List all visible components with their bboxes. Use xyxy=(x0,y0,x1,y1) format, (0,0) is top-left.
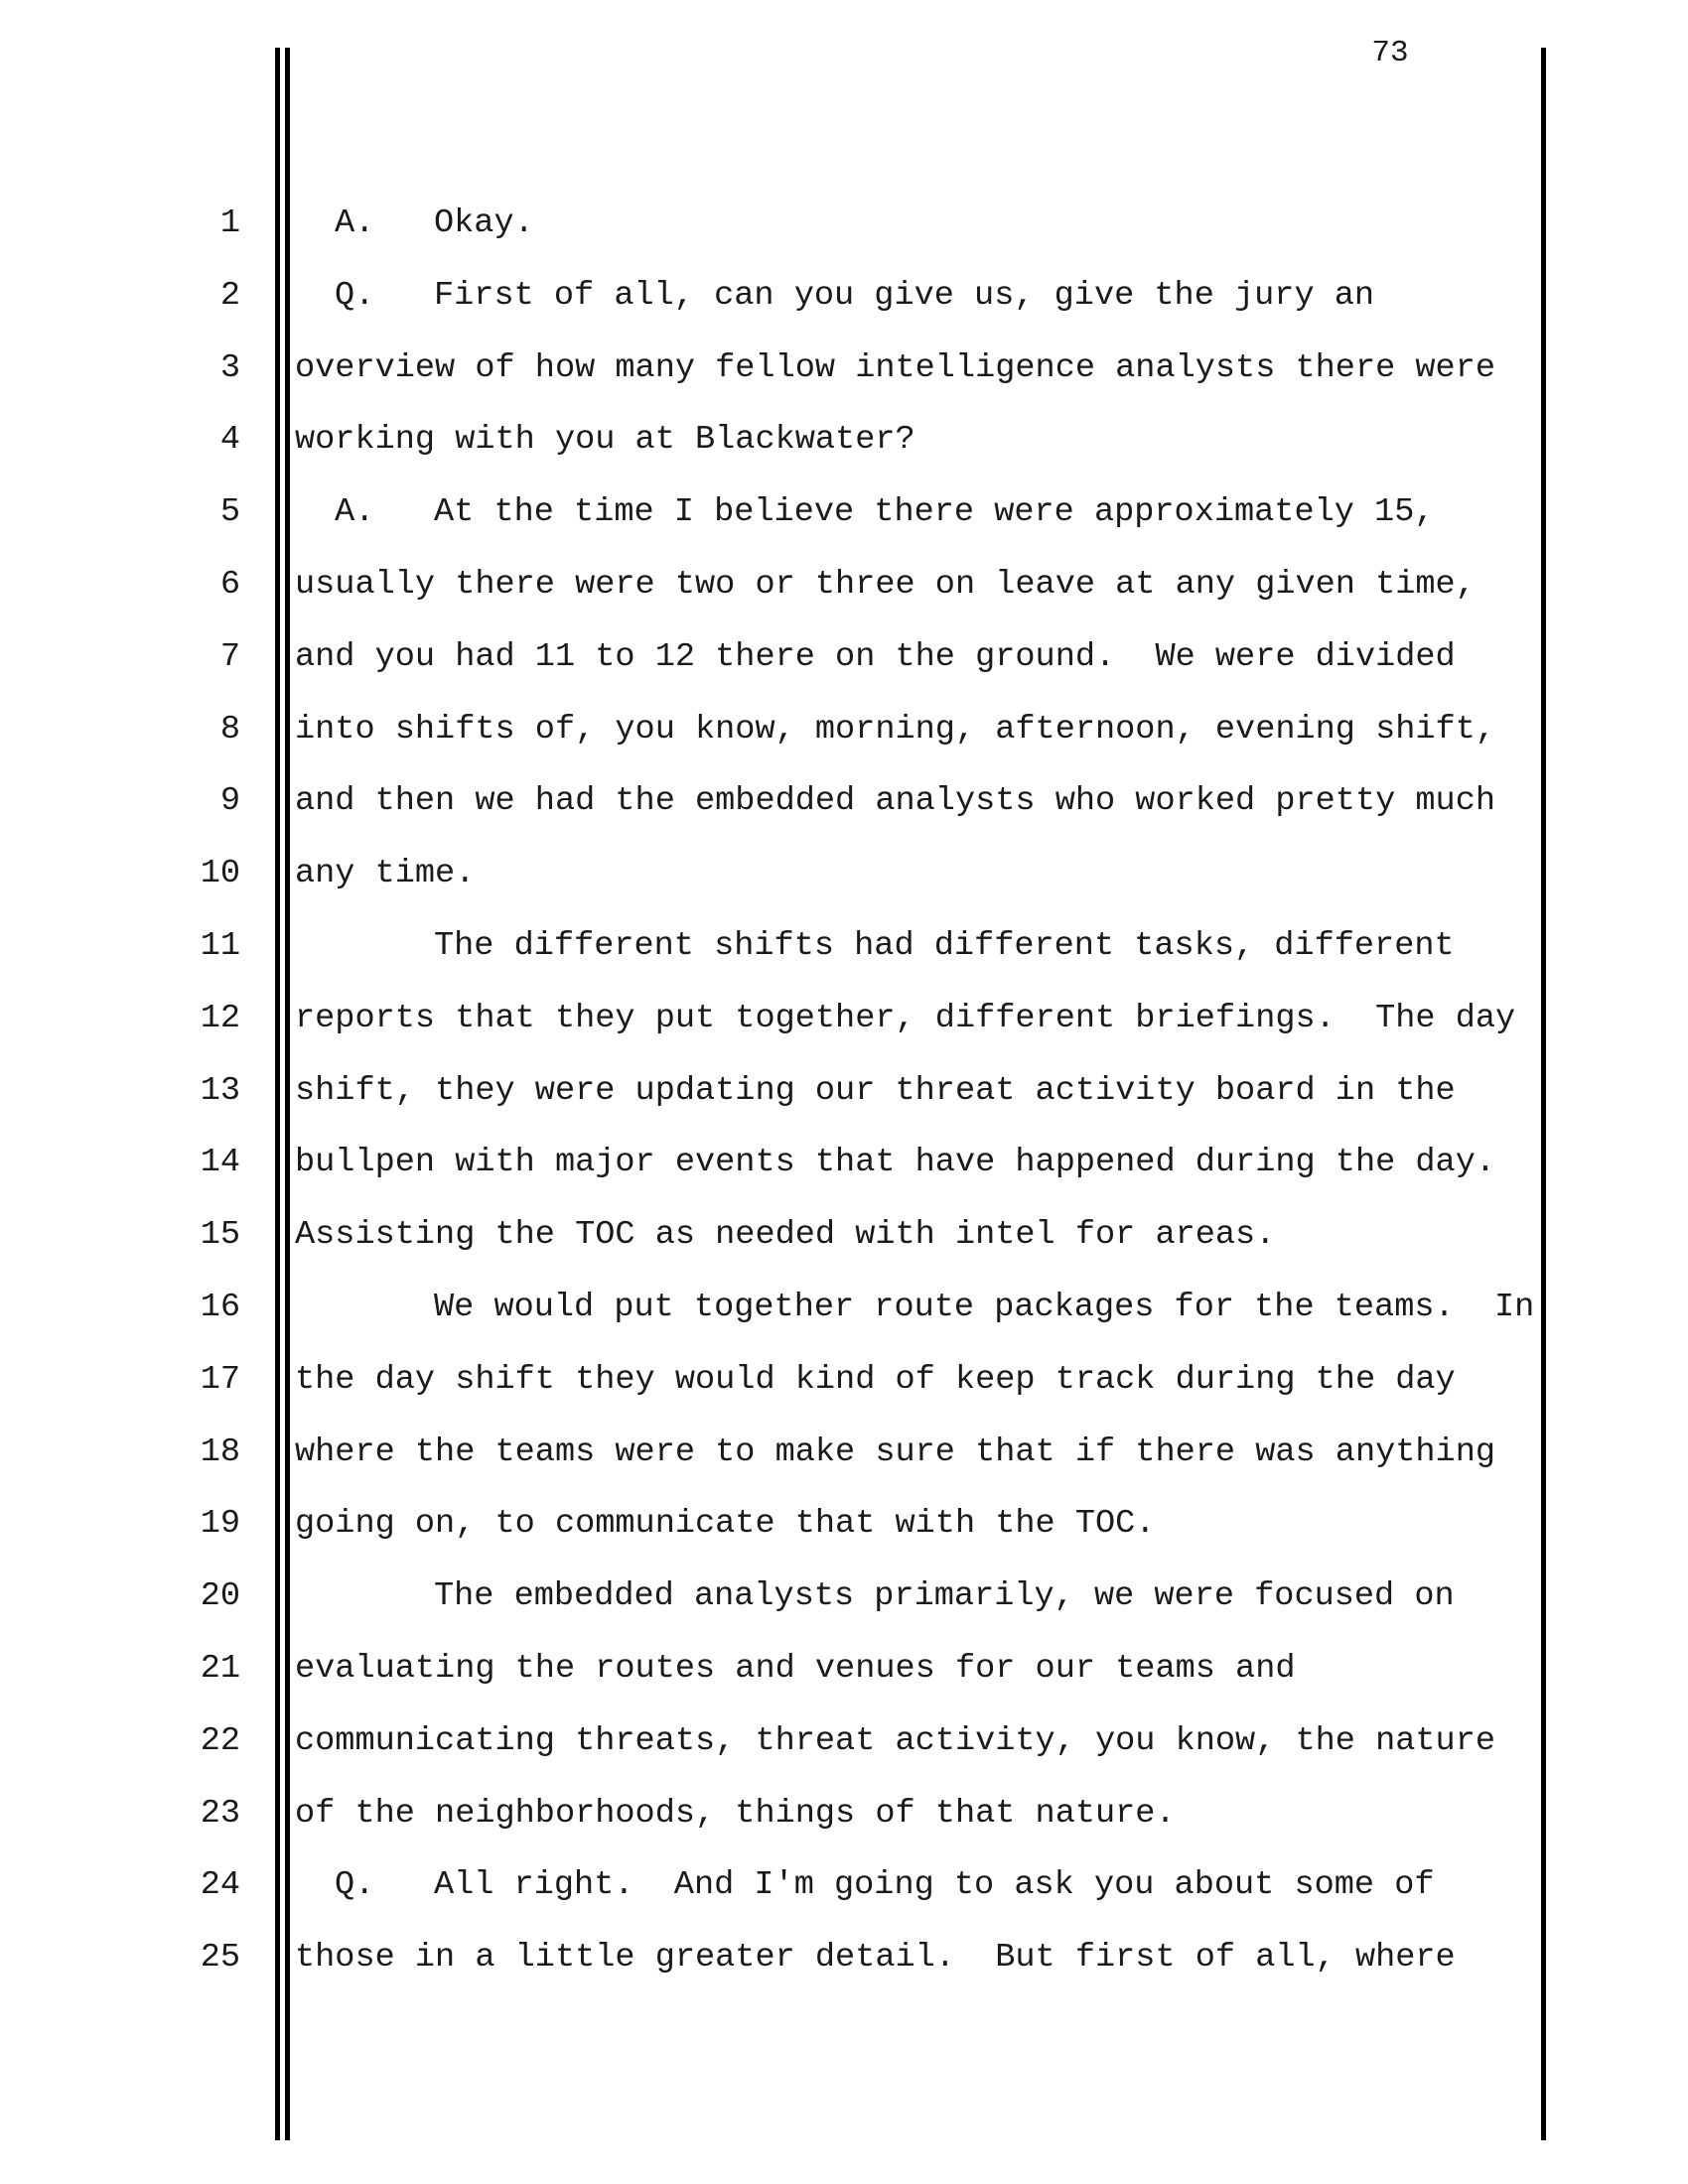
line-number: 7 xyxy=(219,637,240,676)
line-text xyxy=(295,837,475,910)
line-text xyxy=(295,1705,1495,1778)
testimony-text: working with you at Blackwater? xyxy=(295,421,915,460)
testimony-text: usually there were two or three on leave at any given time, xyxy=(295,566,1476,604)
testimony-text: The different shifts had different tasks, different xyxy=(434,927,1455,965)
line-text xyxy=(295,764,1495,838)
line-text xyxy=(295,1921,1456,1994)
testimony-text: shift, they were updating our threat activity board in the xyxy=(295,1071,1456,1110)
transcript-line xyxy=(0,1198,1688,1272)
line-number: 6 xyxy=(219,566,240,604)
line-text xyxy=(295,982,1515,1055)
line-text xyxy=(295,1126,1495,1199)
line-text xyxy=(295,1343,1456,1417)
testimony-text: First of all, can you give us, give the jury an xyxy=(434,276,1375,315)
line-text xyxy=(295,620,1456,694)
testimony-text: those in a little greater detail. But first of all, where xyxy=(295,1939,1456,1978)
transcript-line xyxy=(0,1777,1688,1850)
line-number: 1 xyxy=(219,205,240,242)
line-text xyxy=(295,1054,1456,1128)
line-text xyxy=(295,403,915,477)
testimony-text: and you had 11 to 12 there on the ground. We were divided xyxy=(295,637,1456,676)
line-text xyxy=(295,693,1495,766)
transcript-line xyxy=(0,1416,1688,1489)
transcript-line xyxy=(0,1126,1688,1199)
line-number: 15 xyxy=(200,1216,240,1255)
line-text xyxy=(295,1487,1155,1561)
testimony-text: overview of how many fellow intelligence analysts there were xyxy=(295,348,1496,387)
line-number: 13 xyxy=(200,1071,240,1110)
testimony-text: Okay. xyxy=(434,205,534,242)
transcript-line xyxy=(0,1921,1688,1994)
line-text xyxy=(295,187,534,260)
testimony-text: The embedded analysts primarily, we were focused on xyxy=(434,1577,1455,1616)
transcript-line xyxy=(0,259,1688,333)
line-number: 16 xyxy=(200,1289,240,1326)
testimony-text: of the neighborhoods, things of that nature. xyxy=(295,1794,1176,1833)
testimony-text: the day shift they would kind of keep track during the day xyxy=(295,1360,1456,1399)
speaker-label: A. xyxy=(335,493,375,532)
testimony-text: communicating threats, threat activity, you know, the nature xyxy=(295,1721,1496,1760)
testimony-text: any time. xyxy=(295,855,476,893)
line-number: 18 xyxy=(200,1433,240,1471)
line-text xyxy=(295,1777,1176,1850)
line-text xyxy=(295,1560,1455,1633)
testimony-text: reports that they put together, different briefings. The day xyxy=(295,999,1516,1037)
transcript-line xyxy=(0,1054,1688,1128)
line-number: 19 xyxy=(200,1505,240,1544)
line-number: 20 xyxy=(200,1577,240,1616)
line-number: 5 xyxy=(219,493,240,532)
line-number: 23 xyxy=(200,1794,240,1833)
line-text xyxy=(295,1848,1435,1922)
transcript-line xyxy=(0,548,1688,621)
testimony-text: Assisting the TOC as needed with intel for areas. xyxy=(295,1216,1276,1255)
transcript-line xyxy=(0,1848,1688,1922)
line-text xyxy=(295,332,1495,405)
transcript-line xyxy=(0,1487,1688,1561)
transcript-line xyxy=(0,693,1688,766)
transcript-line xyxy=(0,187,1688,260)
line-number: 12 xyxy=(200,999,240,1037)
transcript-line xyxy=(0,909,1688,983)
line-text xyxy=(295,909,1455,983)
line-number: 24 xyxy=(200,1866,240,1905)
testimony-text: All right. And I'm going to ask you about some of xyxy=(434,1866,1435,1905)
page-number: 73 xyxy=(1371,36,1409,70)
transcript-line xyxy=(0,764,1688,838)
line-number: 17 xyxy=(200,1360,240,1399)
transcript-line xyxy=(0,1560,1688,1633)
line-text xyxy=(295,1198,1275,1272)
speaker-label: A. xyxy=(335,205,375,242)
line-text xyxy=(295,548,1476,621)
transcript-line xyxy=(0,332,1688,405)
testimony-text: and then we had the embedded analysts who worked pretty much xyxy=(295,782,1496,821)
testimony-text: into shifts of, you know, morning, afternoon, evening shift, xyxy=(295,710,1496,749)
transcript-line xyxy=(0,1632,1688,1706)
transcript-line xyxy=(0,403,1688,477)
testimony-text: At the time I believe there were approximately 15, xyxy=(434,493,1435,532)
testimony-text: going on, to communicate that with the TOC. xyxy=(295,1505,1156,1544)
line-number: 22 xyxy=(200,1721,240,1760)
line-number: 2 xyxy=(219,276,240,315)
testimony-text: We would put together route packages for the teams. In xyxy=(434,1289,1535,1326)
line-number: 8 xyxy=(219,710,240,749)
line-text xyxy=(295,1271,1534,1344)
speaker-label: Q. xyxy=(335,1866,375,1905)
testimony-text: where the teams were to make sure that if there was anything xyxy=(295,1433,1496,1471)
line-number: 4 xyxy=(219,421,240,460)
testimony-text: evaluating the routes and venues for our teams and xyxy=(295,1650,1296,1688)
transcript-line xyxy=(0,620,1688,694)
line-number: 25 xyxy=(200,1939,240,1978)
transcript-line xyxy=(0,1705,1688,1778)
line-number: 10 xyxy=(200,855,240,893)
line-number: 11 xyxy=(200,927,240,965)
line-text xyxy=(295,476,1435,549)
transcript-line xyxy=(0,837,1688,910)
line-text xyxy=(295,259,1374,333)
transcript-line xyxy=(0,476,1688,549)
testimony-text: bullpen with major events that have happened during the day. xyxy=(295,1144,1496,1182)
transcript-line xyxy=(0,982,1688,1055)
transcript-line xyxy=(0,1343,1688,1417)
speaker-label: Q. xyxy=(335,276,375,315)
line-number: 21 xyxy=(200,1650,240,1688)
transcript-line xyxy=(0,1271,1688,1344)
line-number: 3 xyxy=(219,348,240,387)
line-text xyxy=(295,1632,1296,1706)
line-text xyxy=(295,1416,1495,1489)
line-number: 9 xyxy=(219,782,240,821)
line-number: 14 xyxy=(200,1144,240,1182)
